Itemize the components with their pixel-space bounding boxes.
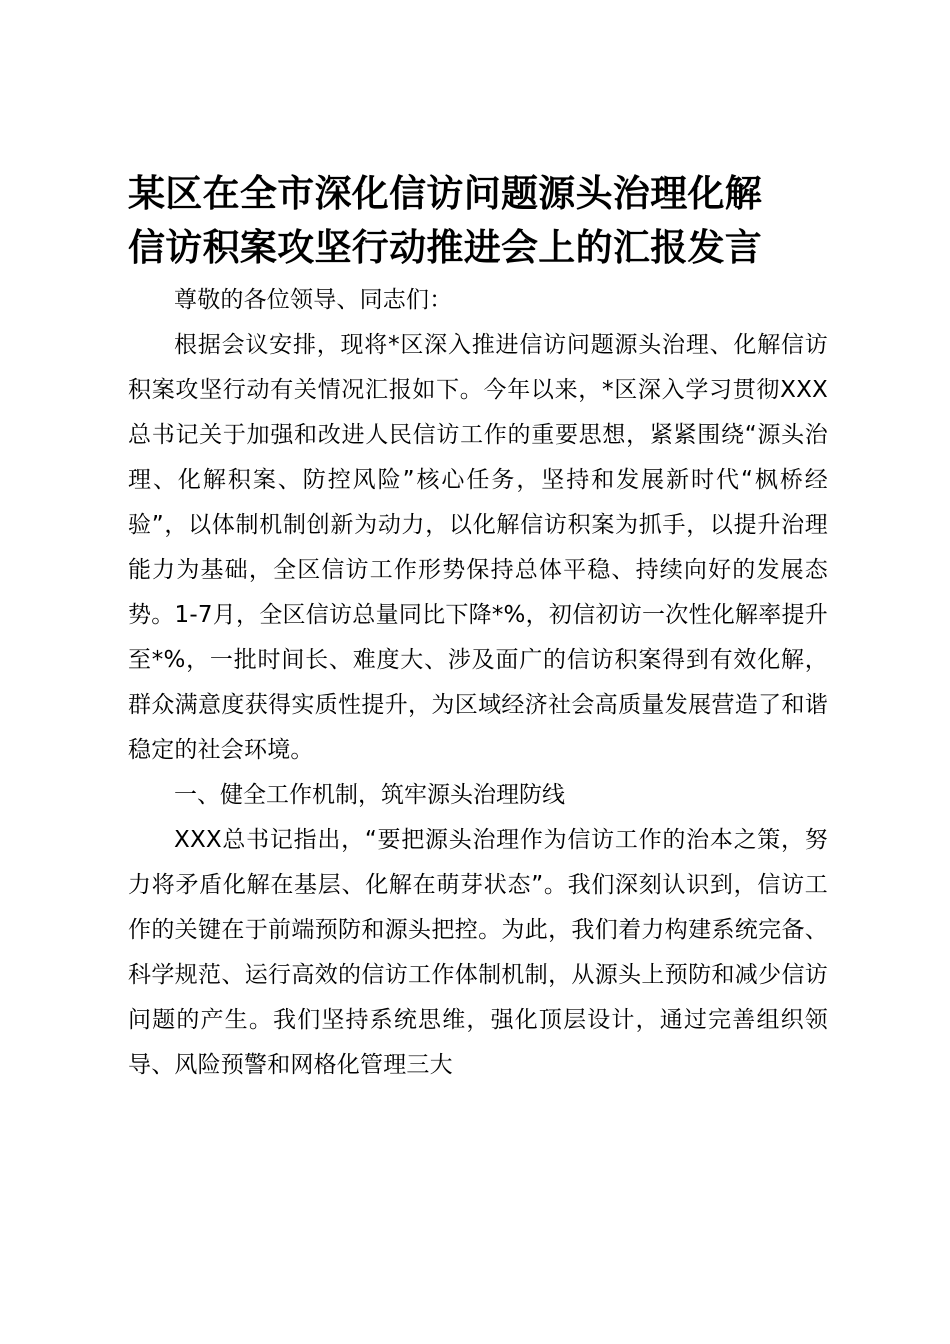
section-heading: 一、健全工作机制，筑牢源头治理防线: [174, 782, 565, 808]
title-line-1: 某区在全市深化信访问题源头治理化解: [128, 171, 763, 215]
document-body: [128, 278, 828, 1088]
intro-paragraph: 根据会议安排，现将*区深入推进信访问题源头治理、化解信访积案攻坚行动有关情况汇报如下。今年以来，*区深入学习贯彻XXX总书记关于加强和改进人民信访工作的重要思想，紧紧围绕“源头治理、化解积案、防控风险”核心任务，坚持和发展新时代“枫桥经验”，以体制机制创新为动力，以化解信访积案为抓手，以提升治理能力为基础，全区信访工作形势保持总体平稳、持续向好的发展态势。1-7月，全区信访总量同比下降*%，初信初访一次性化解率提升至*%，一批时间长、难度大、涉及面广的信访积案得到有效化解，群众满意度获得实质性提升，为区域经济社会高质量发展营造了和谐稳定的社会环境。: [128, 332, 828, 763]
section-paragraph: XXX总书记指出，“要把源头治理作为信访工作的治本之策，努力将矛盾化解在基层、化解在萌芽状态”。我们深刻认识到，信访工作的关键在于前端预防和源头把控。为此，我们着力构建系统完备、科学规范、运行高效的信访工作体制机制，从源头上预防和减少信访问题的产生。我们坚持系统思维，强化顶层设计，通过完善组织领导、风险预警和网格化管理三大: [128, 827, 828, 1078]
document-title: [128, 166, 828, 274]
title-line-2: 信访积案攻坚行动推进会上的汇报发言: [128, 225, 763, 269]
salutation: 尊敬的各位领导、同志们：: [174, 287, 453, 313]
